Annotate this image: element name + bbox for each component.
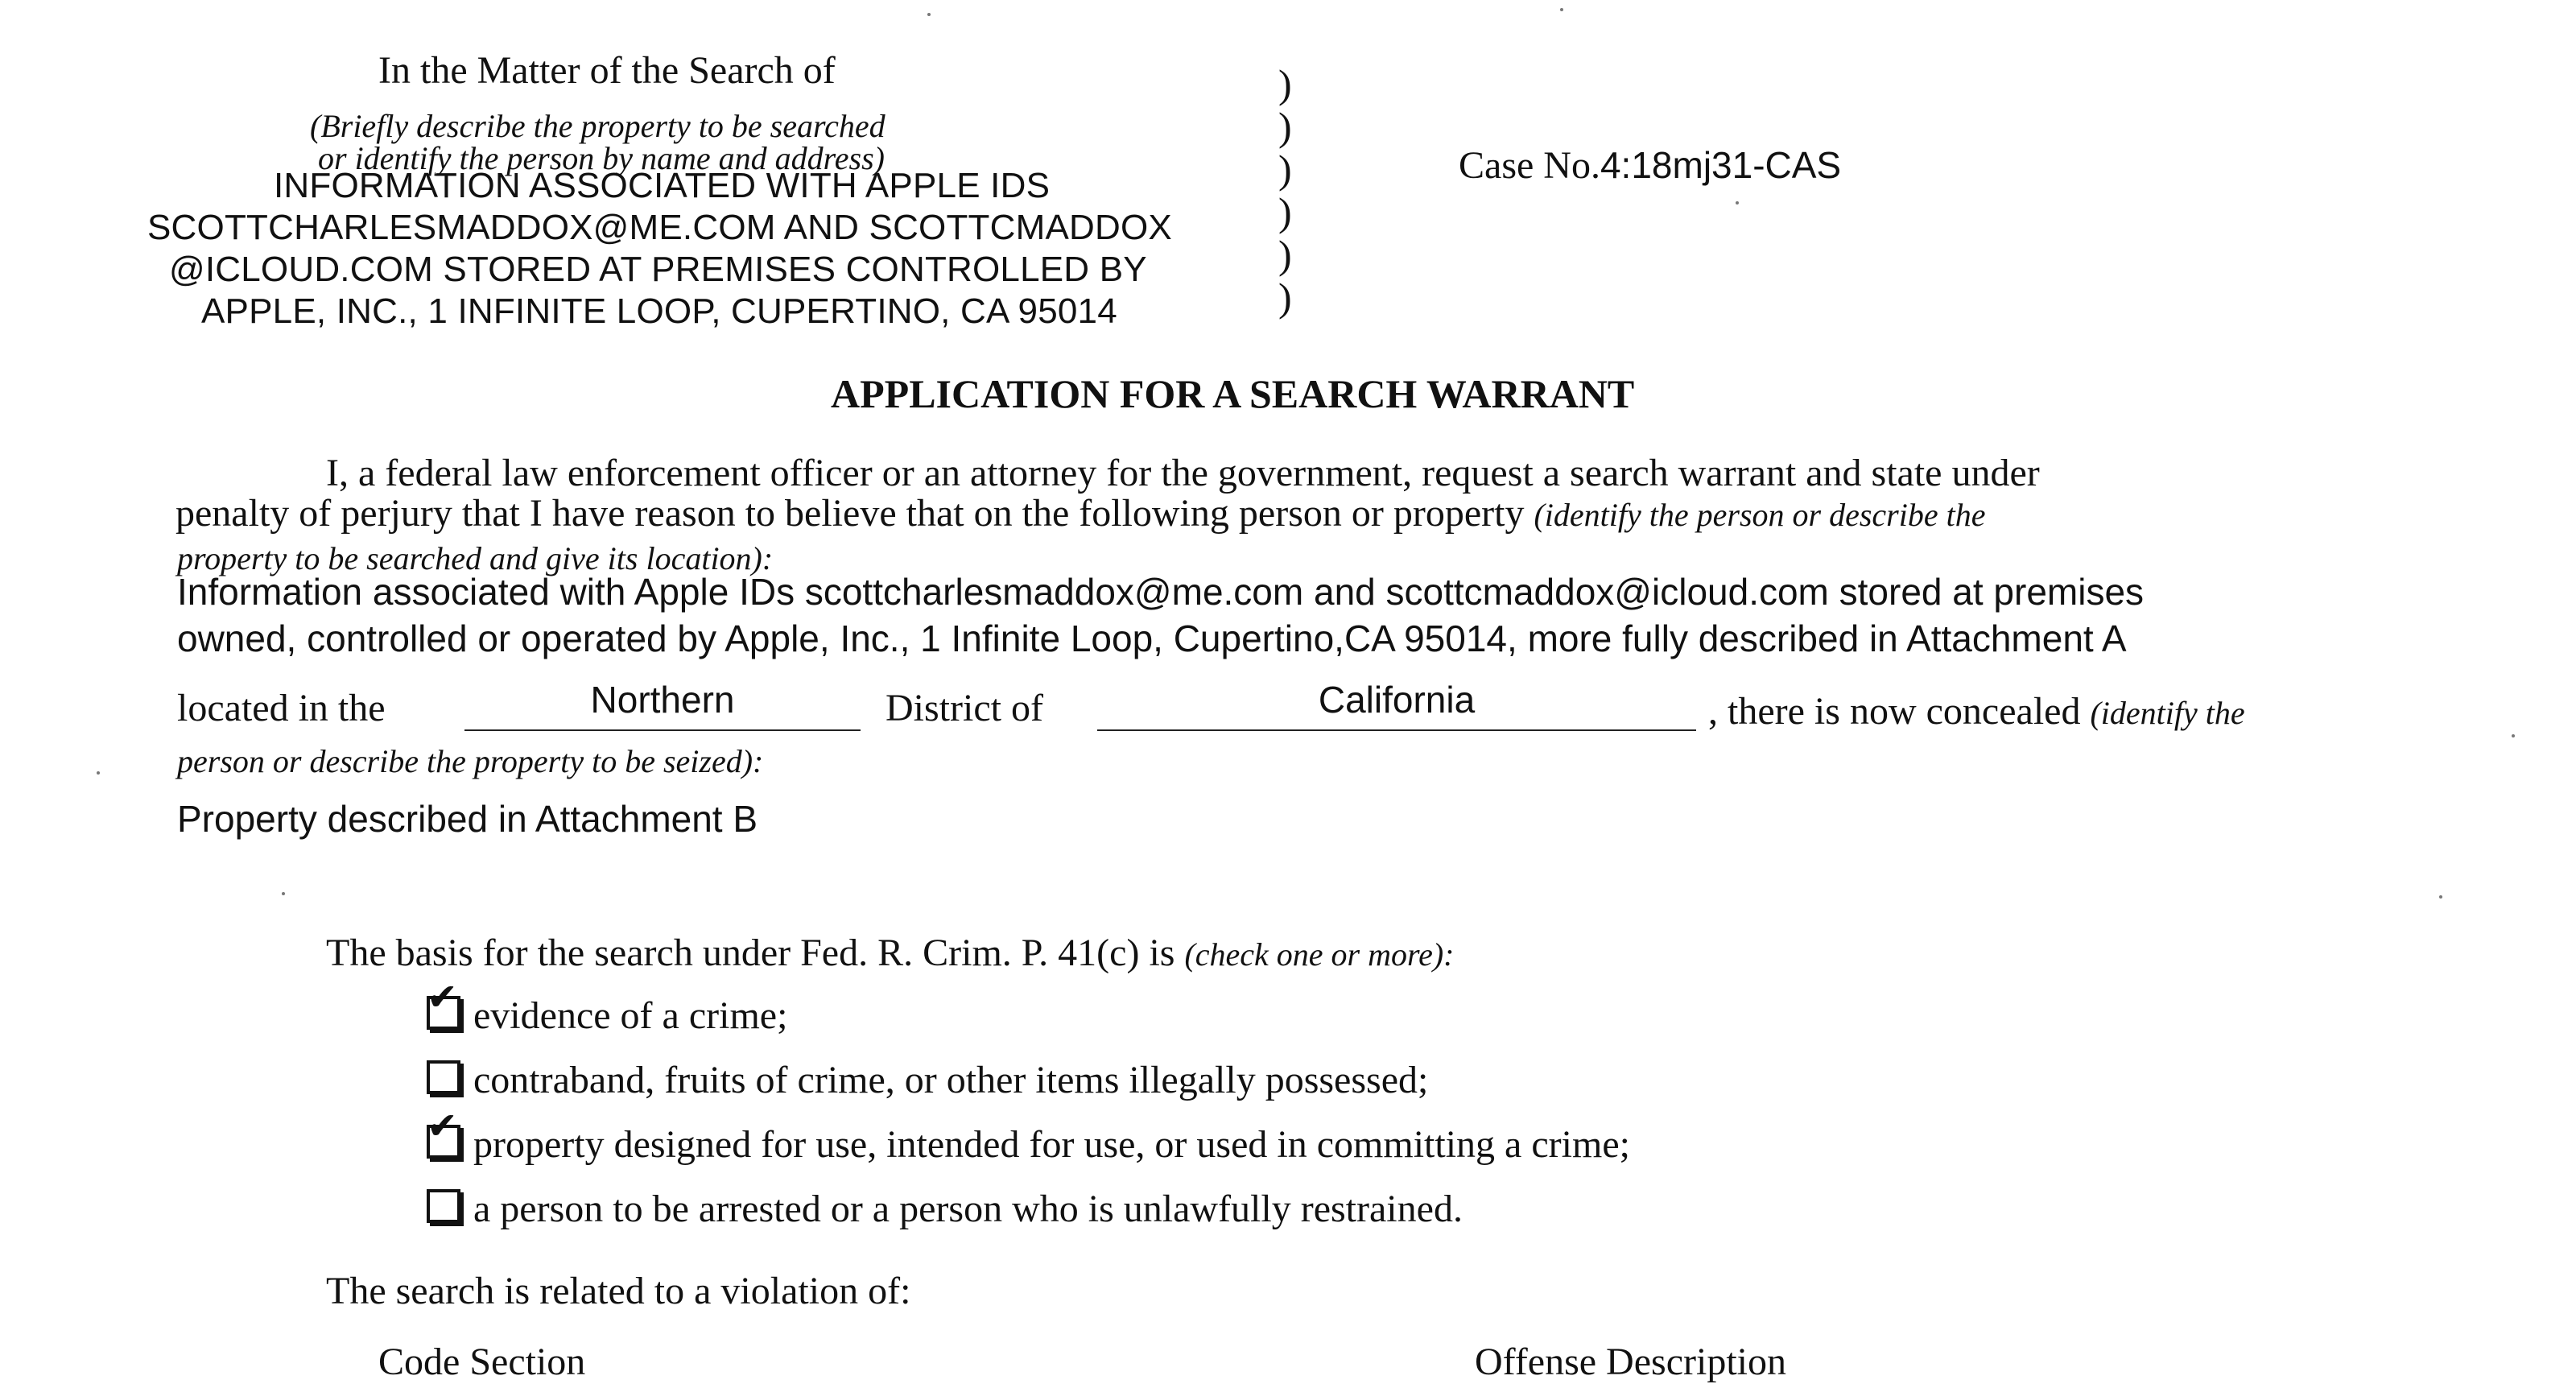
concealed-label: , there is now concealed [1708, 690, 2081, 733]
checkmark-icon: ✔ [427, 975, 458, 1018]
page-title: APPLICATION FOR A SEARCH WARRANT [831, 371, 1635, 416]
instruction-text: person or describe the property to be seized): [177, 743, 764, 779]
violation-text: The search is related to a violation of: [326, 1270, 911, 1312]
case-number-label: Case No. [1459, 144, 1600, 187]
scan-speck [1560, 8, 1563, 11]
scan-speck [1736, 201, 1739, 205]
basis-label: The basis for the search under Fed. R. Crim. P. 41(c) is [326, 932, 1175, 974]
property-line: SCOTTCHARLESMADDOX@ME.COM AND SCOTTCMADDOX [147, 208, 1172, 247]
instruction-line: or identify the person by name and address) [318, 140, 885, 176]
scan-speck [97, 771, 100, 775]
parenthesis: ) [1278, 147, 1292, 192]
parenthesis: ) [1278, 275, 1292, 320]
case-number-value: 4:18mj31-CAS [1600, 144, 1842, 186]
located-prefix: located in the [177, 687, 386, 729]
option-label: a person to be arrested or a person who is unlawfully restrained. [473, 1188, 1463, 1230]
caption-parentheses [1278, 63, 1311, 319]
concealed-text [1708, 689, 2245, 733]
basis-text [326, 931, 1454, 975]
property-description: Information associated with Apple IDs scottcharlesmaddox@me.com and scottcmaddox@icloud.com stored at premises [177, 571, 2145, 613]
option-label: property designed for use, intended for use, or used in committing a crime; [473, 1123, 1630, 1166]
parenthesis: ) [1278, 61, 1292, 106]
paragraph-line [175, 491, 1985, 535]
option-label: evidence of a crime; [473, 994, 788, 1037]
instruction-text: (check one or more): [1184, 936, 1455, 973]
property-line: INFORMATION ASSOCIATED WITH APPLE IDS [274, 166, 1051, 205]
checkbox[interactable] [427, 1060, 460, 1094]
seized-property: Property described in Attachment B [177, 798, 758, 840]
basis-option-evidence[interactable] [427, 975, 788, 1038]
property-description: owned, controlled or operated by Apple, Inc., 1 Infinite Loop, Cupertino,CA 95014, more fully described in Attachment A [177, 618, 2127, 659]
parenthesis: ) [1278, 189, 1292, 234]
instruction-text: (identify the person or describe the [1534, 497, 1986, 533]
paragraph-line: I, a federal law enforcement officer or an attorney for the government, request a search warrant and state under [326, 452, 2040, 494]
instruction-text: property to be searched and give its location): [177, 540, 774, 576]
checkbox[interactable] [427, 975, 460, 1030]
scan-speck [927, 13, 931, 16]
code-section-heading: Code Section [378, 1341, 586, 1383]
checkmark-icon: ✔ [427, 1104, 458, 1147]
parenthesis: ) [1278, 232, 1292, 277]
scan-speck [2512, 734, 2515, 737]
offense-heading: Offense Description [1475, 1341, 1786, 1383]
instruction-line: (Briefly describe the property to be searched [310, 108, 886, 144]
basis-option-contraband[interactable] [427, 1058, 1428, 1102]
case-number [1459, 143, 1841, 188]
district-field: Northern [464, 678, 861, 731]
district-label: District of [886, 687, 1043, 729]
property-line: @ICLOUD.COM STORED AT PREMISES CONTROLLED BY [169, 250, 1147, 289]
paragraph-text: penalty of perjury that I have reason to believe that on the following person or property [175, 492, 1525, 535]
instruction-text: (identify the [2090, 695, 2245, 731]
parenthesis: ) [1278, 104, 1292, 149]
checkbox[interactable] [427, 1104, 460, 1159]
matter-label: In the Matter of the Search of [378, 49, 836, 92]
checkbox[interactable] [427, 1189, 460, 1223]
scan-speck [2439, 895, 2442, 899]
state-field: California [1097, 678, 1696, 731]
scan-speck [282, 892, 285, 895]
basis-option-person[interactable] [427, 1187, 1463, 1231]
basis-option-property[interactable] [427, 1104, 1630, 1167]
option-label: contraband, fruits of crime, or other items illegally possessed; [473, 1059, 1429, 1101]
property-line: APPLE, INC., 1 INFINITE LOOP, CUPERTINO, CA 95014 [201, 291, 1117, 331]
